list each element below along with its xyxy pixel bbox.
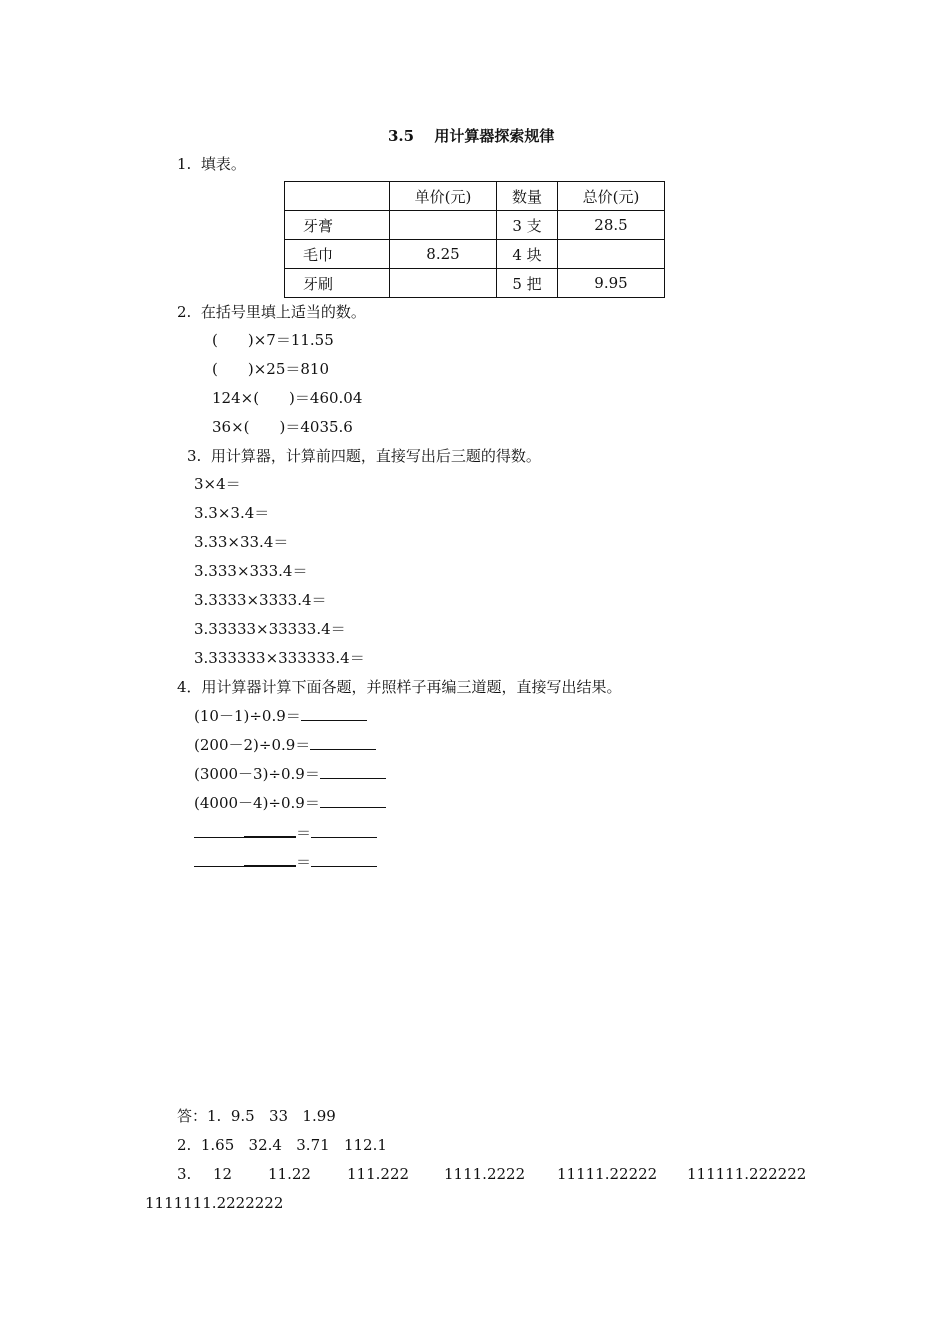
answer-3-number: 3. (177, 1165, 192, 1183)
table-cell: 9.95 (558, 269, 665, 298)
answer-blank[interactable] (301, 706, 367, 721)
table-cell (390, 269, 497, 298)
table-cell (558, 240, 665, 269)
q4-expression: (10－1)÷0.9＝ (194, 707, 301, 725)
q4-expression: (200－2)÷0.9＝ (194, 736, 311, 754)
price-table (284, 181, 665, 298)
answer-3-continued: 1111111.2222222 (145, 1194, 284, 1212)
table-cell: 4 块 (497, 240, 558, 269)
answer-blank[interactable] (320, 793, 386, 808)
q2-item: 124×( )＝460.04 (212, 389, 363, 407)
table-cell: 3 支 (497, 211, 558, 240)
expression-blank[interactable] (244, 851, 296, 867)
table-header-cell: 数量 (497, 182, 558, 211)
q4-item (194, 764, 386, 784)
equals-sign: ＝ (296, 853, 312, 871)
table-cell (390, 211, 497, 240)
q2-item: ( )×25＝810 (212, 360, 329, 378)
q2-item: 36×( )＝4035.6 (212, 418, 353, 436)
answer-3-value: 111111.222222 (687, 1165, 807, 1183)
answer-3-value: 111.222 (347, 1165, 410, 1183)
answer-2: 2. 1.65 32.4 3.71 112.1 (177, 1136, 387, 1154)
equals-sign: ＝ (296, 824, 312, 842)
q3-item: 3.333333×333333.4＝ (194, 649, 365, 667)
expression-blank[interactable] (244, 822, 296, 838)
table-row (285, 240, 665, 269)
answer-blank[interactable] (311, 823, 377, 838)
q3-item: 3.33333×33333.4＝ (194, 620, 346, 638)
table-header-cell (285, 182, 390, 211)
q4-expression: (3000－3)÷0.9＝ (194, 765, 320, 783)
q2-label: 2. 在括号里填上适当的数。 (177, 303, 366, 321)
table-row (285, 269, 665, 298)
table-cell: 8.25 (390, 240, 497, 269)
answer-3-value: 11111.22222 (557, 1165, 658, 1183)
q4-custom-item (194, 822, 377, 843)
page-title: 3.5 用计算器探索规律 (388, 127, 555, 145)
q4-item (194, 706, 367, 726)
q2-item: ( )×7＝11.55 (212, 331, 334, 349)
q4-item (194, 735, 376, 755)
table-header-cell: 总价(元) (558, 182, 665, 211)
table-header-row (285, 182, 665, 211)
q3-label: 3. 用计算器，计算前四题，直接写出后三题的得数。 (187, 447, 541, 465)
table-cell: 毛巾 (285, 240, 390, 269)
q1-label: 1. 填表。 (177, 155, 246, 173)
answer-blank[interactable] (311, 852, 377, 867)
table-header-cell: 单价(元) (390, 182, 497, 211)
q4-label: 4．用计算器计算下面各题，并照样子再编三道题，直接写出结果。 (177, 678, 622, 696)
q3-item: 3×4＝ (194, 475, 241, 493)
table-cell: 28.5 (558, 211, 665, 240)
q4-expression: (4000－4)÷0.9＝ (194, 794, 320, 812)
q4-item (194, 793, 386, 813)
expression-blank[interactable] (194, 852, 244, 867)
q3-item: 3.333×333.4＝ (194, 562, 308, 580)
answer-blank[interactable] (320, 764, 386, 779)
answer-3-value: 1111.2222 (444, 1165, 526, 1183)
table-cell: 牙膏 (285, 211, 390, 240)
table-cell: 5 把 (497, 269, 558, 298)
q3-item: 3.3333×3333.4＝ (194, 591, 327, 609)
answer-3-value: 12 (213, 1165, 233, 1183)
answer-1: 答：1. 9.5 33 1.99 (177, 1107, 336, 1125)
answer-3-value: 11.22 (268, 1165, 311, 1183)
q3-item: 3.33×33.4＝ (194, 533, 289, 551)
table-cell: 牙刷 (285, 269, 390, 298)
answer-blank[interactable] (310, 735, 376, 750)
q4-custom-item (194, 851, 377, 872)
table-row (285, 211, 665, 240)
q3-item: 3.3×3.4＝ (194, 504, 270, 522)
expression-blank[interactable] (194, 823, 244, 838)
